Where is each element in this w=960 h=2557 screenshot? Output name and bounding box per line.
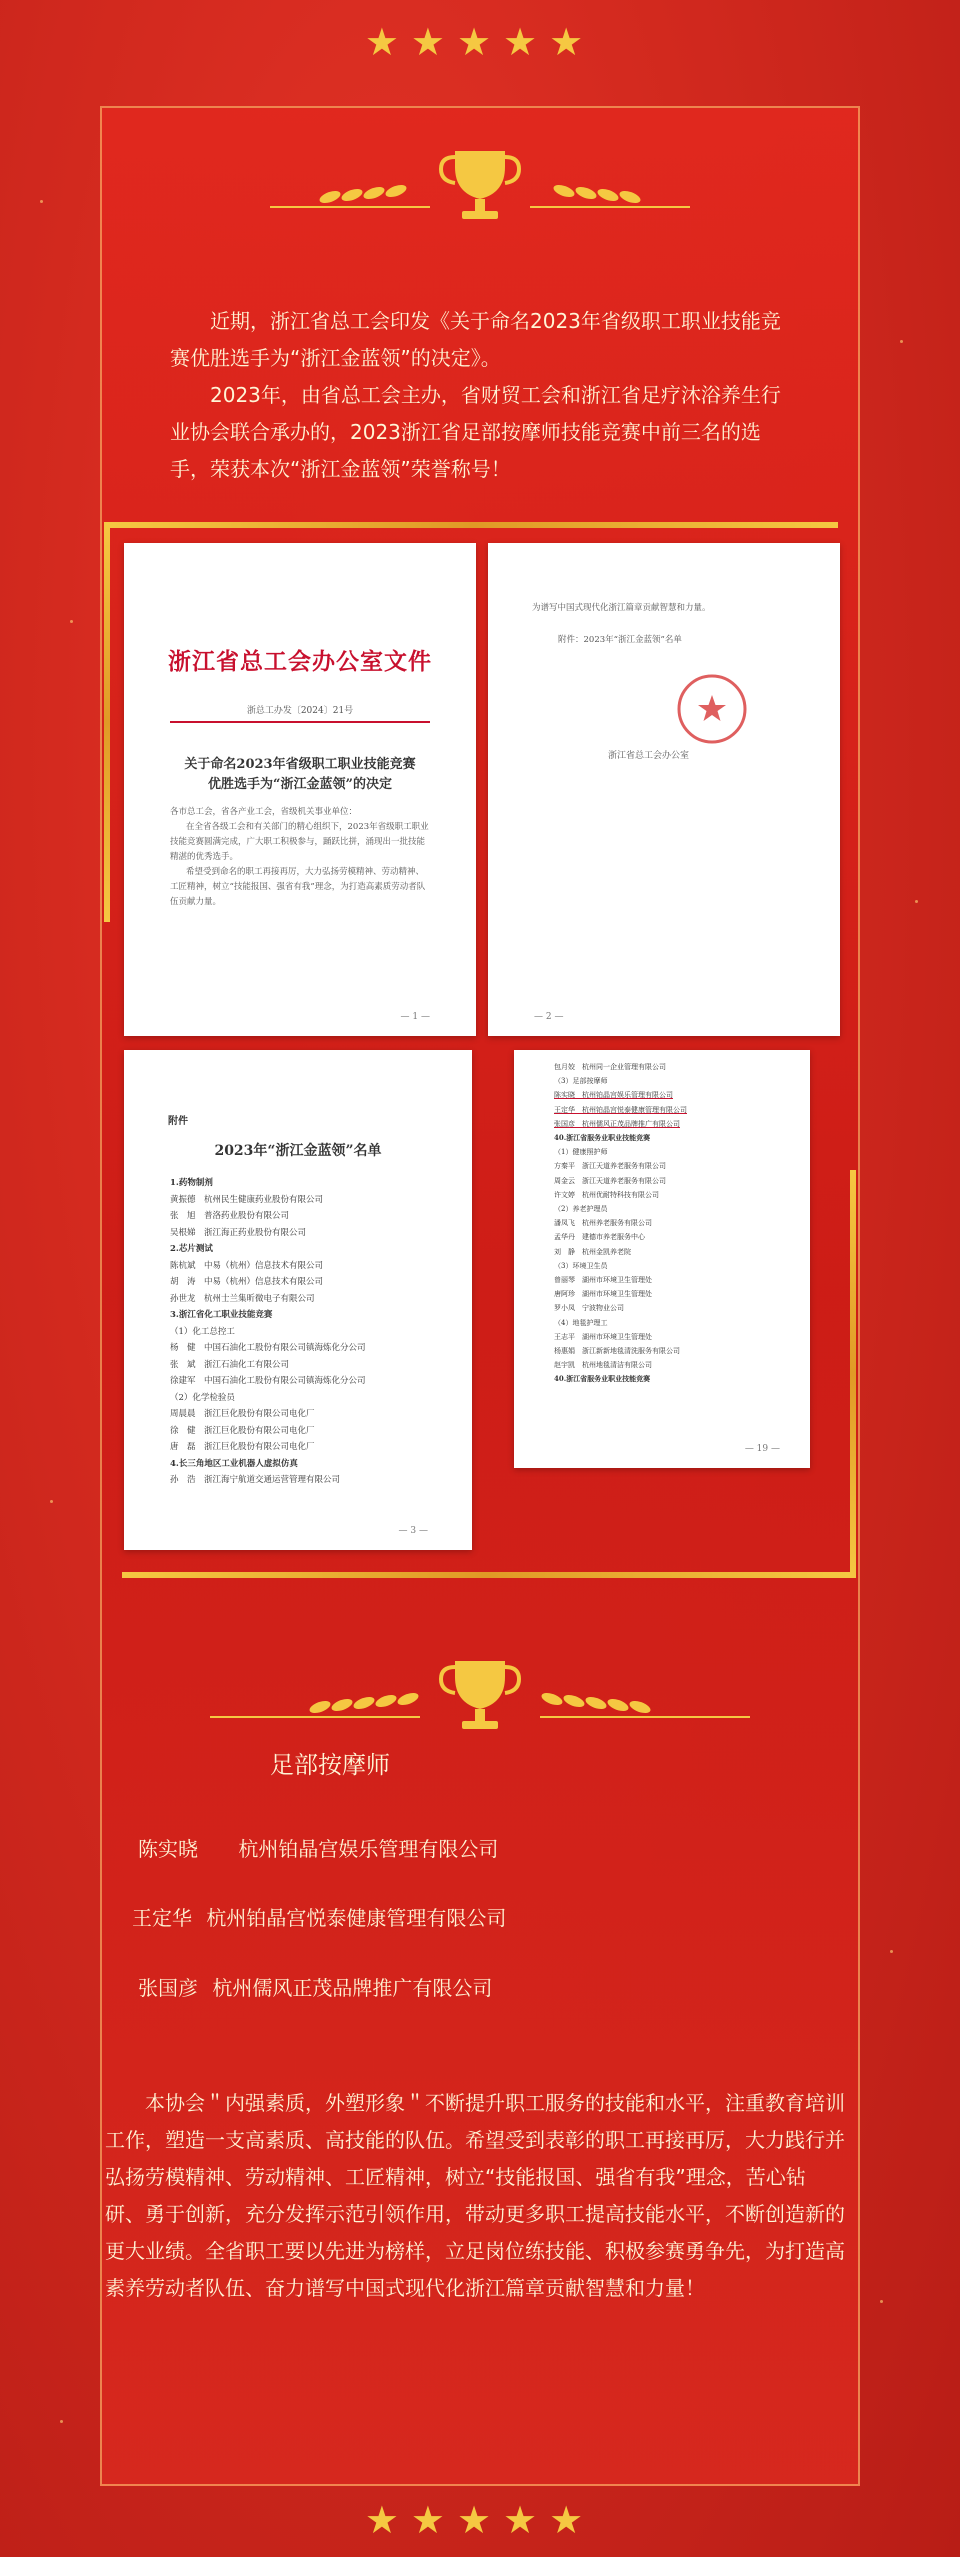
list-item: 徐 健 浙江巨化股份有限公司电化厂 [170, 1425, 315, 1436]
list-item: 黄振德 杭州民生健康药业股份有限公司 [170, 1194, 324, 1205]
top-stars: ★★★★★ [364, 20, 596, 64]
award-row-3 [138, 1972, 492, 2001]
list-item: 陈杭斌 中易（杭州）信息技术有限公司 [170, 1260, 324, 1271]
list-item: （1）化工总控工 [170, 1326, 235, 1337]
doc2-seal-text: 浙江省总工会办公室 [608, 751, 690, 761]
doc2-page-number: — 2 — [534, 1012, 564, 1022]
doc-frame-top [110, 522, 838, 528]
official-seal-icon [674, 671, 750, 747]
list-item: 孙世龙 杭州士兰集昕微电子有限公司 [170, 1293, 315, 1304]
list-item: 王志平 湖州市环境卫生管理处 [554, 1332, 652, 1341]
award-company: 杭州儒风正茂品牌推广有限公司 [212, 1976, 493, 2000]
doc1-title-line-2: 优胜选手为“浙江金蓝领”的决定 [208, 777, 392, 792]
doc3-attachment-label: 附件 [168, 1116, 188, 1127]
list-item: 吴根娣 浙江海正药业股份有限公司 [170, 1227, 307, 1238]
list-item: 40.浙江省服务业职业技能竞赛 [554, 1374, 651, 1384]
list-item: （4）地毯护理工 [554, 1318, 608, 1327]
award-name: 陈实晓 [138, 1837, 198, 1861]
list-item: 罗小凤 宁波物业公司 [554, 1304, 624, 1313]
award-name: 张国彦 [138, 1976, 198, 2000]
doc1-salutation: 各市总工会，省各产业工会，省级机关事业单位： [170, 807, 358, 817]
list-item: 3.浙江省化工职业技能竞赛 [170, 1310, 273, 1320]
list-item: 徐建军 中国石油化工股份有限公司镇海炼化分公司 [170, 1376, 366, 1386]
list-item: 孟华丹 建德市养老服务中心 [554, 1233, 645, 1242]
intro-paragraph-2: 2023年，由省总工会主办，省财贸工会和浙江省足疗沐浴养生行业协会联合承办的，2023浙江省足部按摩师技能竞赛中前三名的选手，荣获本次“浙江金蓝领”荣誉称号！ [170, 383, 781, 481]
doc1-body-paragraph-1: 在全省各级工会和有关部门的精心组织下，2023年省级职工职业技能竞赛圆满完成，广大职工积极参与，踊跃比拼，涌现出一批技能精湛的优秀选手。 [170, 822, 429, 862]
list-item: 唐 磊 浙江巨化股份有限公司电化厂 [170, 1442, 315, 1452]
trophy-emblem-top [0, 145, 960, 225]
doc1-title-line-1: 关于命名2023年省级职工职业技能竞赛 [184, 757, 416, 772]
award-name: 王定华 [132, 1906, 192, 1930]
doc2-attachment-line: 附件：2023年“浙江金蓝领”名单 [558, 635, 682, 645]
document-page-2 [488, 543, 840, 1036]
list-item: 1.药物制剂 [170, 1178, 213, 1188]
doc1-body-paragraph-2: 希望受到命名的职工再接再厉，大力弘扬劳模精神、劳动精神、工匠精神，树立“技能报国、强省有我”理念，为打造高素质劳动者队伍贡献力量。 [170, 867, 426, 907]
list-item: （2）化学检验员 [170, 1392, 235, 1403]
document-page-4 [514, 1050, 810, 1468]
list-item: 周晨晨 浙江巨化股份有限公司电化厂 [170, 1409, 315, 1419]
list-item: 包月姣 杭州同一企业管理有限公司 [554, 1063, 666, 1071]
list-item: 张 斌 浙江石油化工有限公司 [170, 1359, 290, 1370]
doc1-red-rule [170, 721, 430, 723]
list-item: 杨 健 中国石油化工股份有限公司镇海炼化分公司 [170, 1343, 366, 1353]
doc-frame-right [850, 1170, 856, 1578]
award-row-2 [132, 1902, 506, 1931]
list-item: 孙 浩 浙江海宁航道交通运营管理有限公司 [170, 1475, 341, 1485]
doc4-list [554, 1060, 794, 1387]
doc4-page-number: — 19 — [744, 1444, 780, 1454]
list-item: 赵宇凯 杭州地毯清洁有限公司 [554, 1361, 652, 1370]
list-item: 张 旭 普洛药业股份有限公司 [170, 1211, 290, 1221]
list-item: 曾丽琴 湖州市环境卫生管理处 [554, 1276, 652, 1285]
list-item: 唐阿珍 湖州市环境卫生管理处 [554, 1290, 652, 1299]
list-item: （3）环境卫生员 [554, 1261, 608, 1270]
list-item: 杨惠娟 浙江新新地毯清洗服务有限公司 [554, 1347, 680, 1356]
list-item: 4.长三角地区工业机器人虚拟仿真 [170, 1458, 298, 1469]
list-item: （2）养老护理员 [554, 1205, 608, 1214]
doc1-header: 浙江省总工会办公室文件 [168, 648, 432, 675]
award-company: 杭州铂晶宫娱乐管理有限公司 [238, 1837, 499, 1861]
list-item: 刘 静 杭州金凯养老院 [554, 1247, 631, 1256]
bottom-stars: ★★★★★ [364, 2498, 596, 2542]
award-row-1 [138, 1833, 498, 1862]
list-item: 周金云 浙江天道养老服务有限公司 [554, 1176, 666, 1185]
list-item-highlight: 王定华 杭州铂晶宫悦泰健康管理有限公司 [554, 1105, 687, 1114]
list-item: （3）足部按摩师 [554, 1077, 608, 1086]
list-item: 潘凤飞 杭州养老服务有限公司 [554, 1219, 652, 1228]
closing-paragraph: 本协会＂内强素质，外塑形象＂不断提升职工服务的技能和水平，注重教育培训工作，塑造一支高素质、高技能的队伍。希望受到表彰的职工再接再厉，大力践行并弘扬劳模精神、劳动精神、工匠精神，树立“技能报国、强省有我”理念，苦心钻研、勇于创新，充分发挥示范引领作用，带动更多职工提高技能水平，不断创造新的更大业绩。全省职工要以先进为榜样，立足岗位练技能、积极参赛勇争先，为打造高素养劳动者队伍、奋力谱写中国式现代化浙江篇章贡献智慧和力量！ [105, 2091, 845, 2300]
doc-frame-bottom [122, 1572, 850, 1578]
doc2-closing-line: 为谱写中国式现代化浙江篇章贡献智慧和力量。 [532, 603, 711, 613]
list-item: 许文婷 杭州优耐特科技有限公司 [554, 1190, 659, 1199]
list-item: 胡 涛 中易（杭州）信息技术有限公司 [170, 1277, 324, 1287]
list-item-highlight: 张国彦 杭州儒风正茂品牌推广有限公司 [554, 1119, 680, 1128]
list-item: （1）健康照护师 [554, 1148, 608, 1157]
doc1-doc-number: 浙总工办发〔2024〕21号 [246, 706, 354, 716]
list-item: 方秦平 浙江天道养老服务有限公司 [554, 1162, 666, 1171]
doc3-list [170, 1175, 440, 1489]
doc1-body [170, 805, 432, 910]
list-item-highlight: 陈实晓 杭州铂晶宫娱乐管理有限公司 [554, 1091, 673, 1100]
doc-frame-left [104, 522, 110, 922]
document-page-1 [124, 543, 476, 1036]
document-page-3 [124, 1050, 472, 1550]
doc1-page-number: — 1 — [400, 1012, 430, 1022]
section-title: 足部按摩师 [270, 1751, 390, 1779]
intro-paragraph-1: 近期，浙江省总工会印发《关于命名2023年省级职工职业技能竞赛优胜选手为“浙江金蓝领”的决定》。 [170, 309, 781, 370]
trophy-emblem-middle [0, 1655, 960, 1735]
list-item: 2.芯片测试 [170, 1244, 213, 1254]
list-item: 40.浙江省服务业职业技能竞赛 [554, 1133, 651, 1143]
doc3-page-number: — 3 — [398, 1526, 428, 1536]
doc3-title: 2023年“浙江金蓝领”名单 [214, 1143, 382, 1159]
award-company: 杭州铂晶宫悦泰健康管理有限公司 [206, 1906, 507, 1930]
